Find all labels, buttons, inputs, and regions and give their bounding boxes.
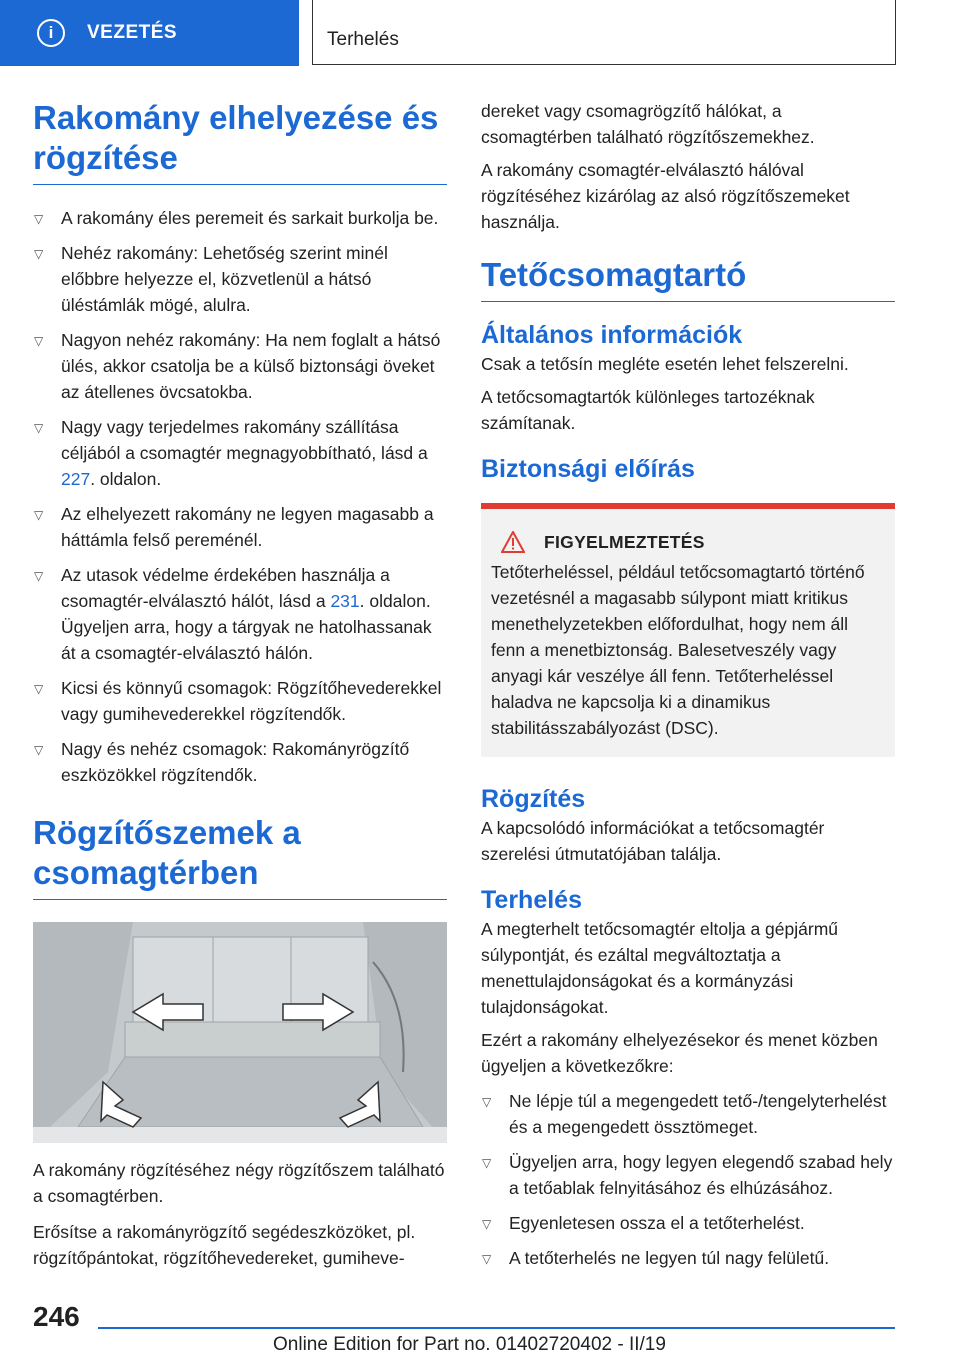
list-item xyxy=(33,205,447,231)
bullet-text: A tetőterhelés ne legyen túl nagy felületű. xyxy=(509,1248,830,1268)
bullet-triangle-icon: ▽ xyxy=(34,682,44,696)
section-tab[interactable] xyxy=(0,0,299,66)
chapter-header xyxy=(312,0,896,65)
trunk-illustration xyxy=(33,922,447,1143)
warning-text: Tetőterheléssel, például tetőcsomagtartó történő vezetésnél a magasabb súlypont miatt kritikus menethelyzetekben előfordulhat, hogy nem áll fenn a menetbiztonság. Balesetveszély vagy anyagi kár veszélye áll fenn. Tetőterheléssel haladva ne kapcsolja ki a dinamikus stabilitásszabályozást (DSC). xyxy=(491,562,865,738)
list-item xyxy=(481,1088,895,1140)
load-text-1: A megterhelt tetőcsomagtér eltolja a gépjármű súlypontját, és ezáltal megváltoztatja a menettulajdonságokat és a kormányzási tulajdonságokat. xyxy=(481,919,838,1017)
bullet-text: Kicsi és könnyű csomagok: Rögzítőhevederekkel vagy gumihevederekkel rögzítendők. xyxy=(61,678,442,724)
heading-eyes: Rögzítőszemek a csomagtérben xyxy=(33,813,447,900)
paragraph-continue: Erősítse a rakományrögzítő segédeszközöket, pl. rögzítőpántokat, rögzítőhevedereket, gumiheve- xyxy=(33,1222,416,1268)
bullet-triangle-icon: ▽ xyxy=(482,1095,492,1109)
list-item xyxy=(33,675,447,727)
bullet-text: Az elhelyezett rakomány ne legyen magasabb a háttámla felső pereménél. xyxy=(61,504,434,550)
list-item xyxy=(33,501,447,553)
bullet-text: Nagy és nehéz csomagok: Rakományrögzítő eszközökkel rögzítendők. xyxy=(61,739,410,785)
heading-safety: Biztonsági előírás xyxy=(481,455,695,483)
bullet-text: Ne lépje túl a megengedett tető-/tengelyterhelést és a megengedett össztömeget. xyxy=(509,1091,887,1137)
warning-triangle-icon xyxy=(501,531,525,553)
bullet-triangle-icon: ▽ xyxy=(34,421,44,435)
load-bullet-list xyxy=(481,1088,895,1271)
heading-load: Terhelés xyxy=(481,886,582,914)
bullet-triangle-icon: ▽ xyxy=(34,508,44,522)
page-link[interactable]: 231 xyxy=(330,591,360,611)
right-column xyxy=(481,98,895,1280)
bullet-triangle-icon: ▽ xyxy=(34,212,44,226)
cargo-bullet-list xyxy=(33,205,447,788)
bullet-text: Nagyon nehéz rakomány: Ha nem foglalt a hátsó ülés, akkor csatolja be a külső biztonsági öveket az átellenes övcsatokba. xyxy=(61,330,441,402)
fix-text: A kapcsolódó információkat a tetőcsomagtér szerelési útmutatójában találja. xyxy=(481,818,825,864)
general-text-1: Csak a tetősín megléte esetén lehet felszerelni. xyxy=(481,354,849,374)
page-number: 246 xyxy=(33,1301,80,1332)
bullet-triangle-icon: ▽ xyxy=(34,743,44,757)
list-item xyxy=(481,1210,895,1236)
trunk-photo xyxy=(33,922,447,1143)
bullet-triangle-icon: ▽ xyxy=(34,569,44,583)
bullet-text: A rakomány éles peremeit és sarkait burkolja be. xyxy=(61,208,439,228)
footer-divider xyxy=(98,1327,895,1329)
bullet-triangle-icon: ▽ xyxy=(34,334,44,348)
info-icon: i xyxy=(37,19,65,47)
bullet-text: Ügyeljen arra, hogy legyen elegendő szabad hely a tetőablak felnyitásához és elhúzásához. xyxy=(509,1152,893,1198)
section-label: VEZETÉS xyxy=(87,22,178,43)
list-item xyxy=(33,562,447,666)
page-link[interactable]: 227 xyxy=(61,469,91,489)
bullet-triangle-icon: ▽ xyxy=(482,1252,492,1266)
heading-cargo: Rakomány elhelyezése és rögzítése xyxy=(33,98,447,185)
warning-box xyxy=(481,503,895,757)
photo-caption: A rakomány rögzítéséhez négy rögzítőszem található a csomagtérben. xyxy=(33,1160,445,1206)
bullet-text: . oldalon. Ügyeljen arra, hogy a tárgyak ne hatolhassanak át a csomagtér-elválasztó hálón. xyxy=(61,591,432,663)
bullet-text: Nagy vagy terjedelmes rakomány szállítása céljából a csomagtér megnagyobbítható, lásd a xyxy=(61,417,428,463)
list-item xyxy=(33,327,447,405)
bullet-text: . oldalon. xyxy=(90,469,162,489)
list-item xyxy=(33,414,447,492)
heading-fix: Rögzítés xyxy=(481,785,586,813)
load-text-2: Ezért a rakomány elhelyezésekor és menet közben ügyeljen a következőkre: xyxy=(481,1030,878,1076)
bullet-triangle-icon: ▽ xyxy=(482,1156,492,1170)
chapter-title: Terhelés xyxy=(327,29,399,50)
paragraph-continued: dereket vagy csomagrögzítő hálókat, a csomagtérben található rögzítőszemekhez. xyxy=(481,101,815,147)
bullet-triangle-icon: ▽ xyxy=(34,247,44,261)
heading-general: Általános információk xyxy=(481,321,743,349)
heading-roof: Tetőcsomagtartó xyxy=(481,255,895,302)
paragraph-net: A rakomány csomagtér-elválasztó hálóval rögzítéséhez kizárólag az alsó rögzítőszemeket használja. xyxy=(481,160,850,232)
left-column xyxy=(33,98,447,1271)
bullet-text: Az utasok védelme érdekében használja a csomagtér-elválasztó hálót, lásd a xyxy=(61,565,390,611)
list-item xyxy=(33,736,447,788)
list-item xyxy=(481,1149,895,1201)
bullet-text: Egyenletesen ossza el a tetőterhelést. xyxy=(509,1213,805,1233)
list-item xyxy=(33,240,447,318)
edition-footer[interactable]: Online Edition for Part no. 01402720402 - II/19 xyxy=(273,1334,666,1355)
bullet-triangle-icon: ▽ xyxy=(482,1217,492,1231)
general-text-2: A tetőcsomagtartók különleges tartozéknak számítanak. xyxy=(481,387,815,433)
list-item xyxy=(481,1245,895,1271)
bullet-text: Nehéz rakomány: Lehetőség szerint minél előbbre helyezze el, közvetlenül a hátsó üléstámlák mögé, alulra. xyxy=(61,243,388,315)
warning-title: FIGYELMEZTETÉS xyxy=(544,531,705,552)
